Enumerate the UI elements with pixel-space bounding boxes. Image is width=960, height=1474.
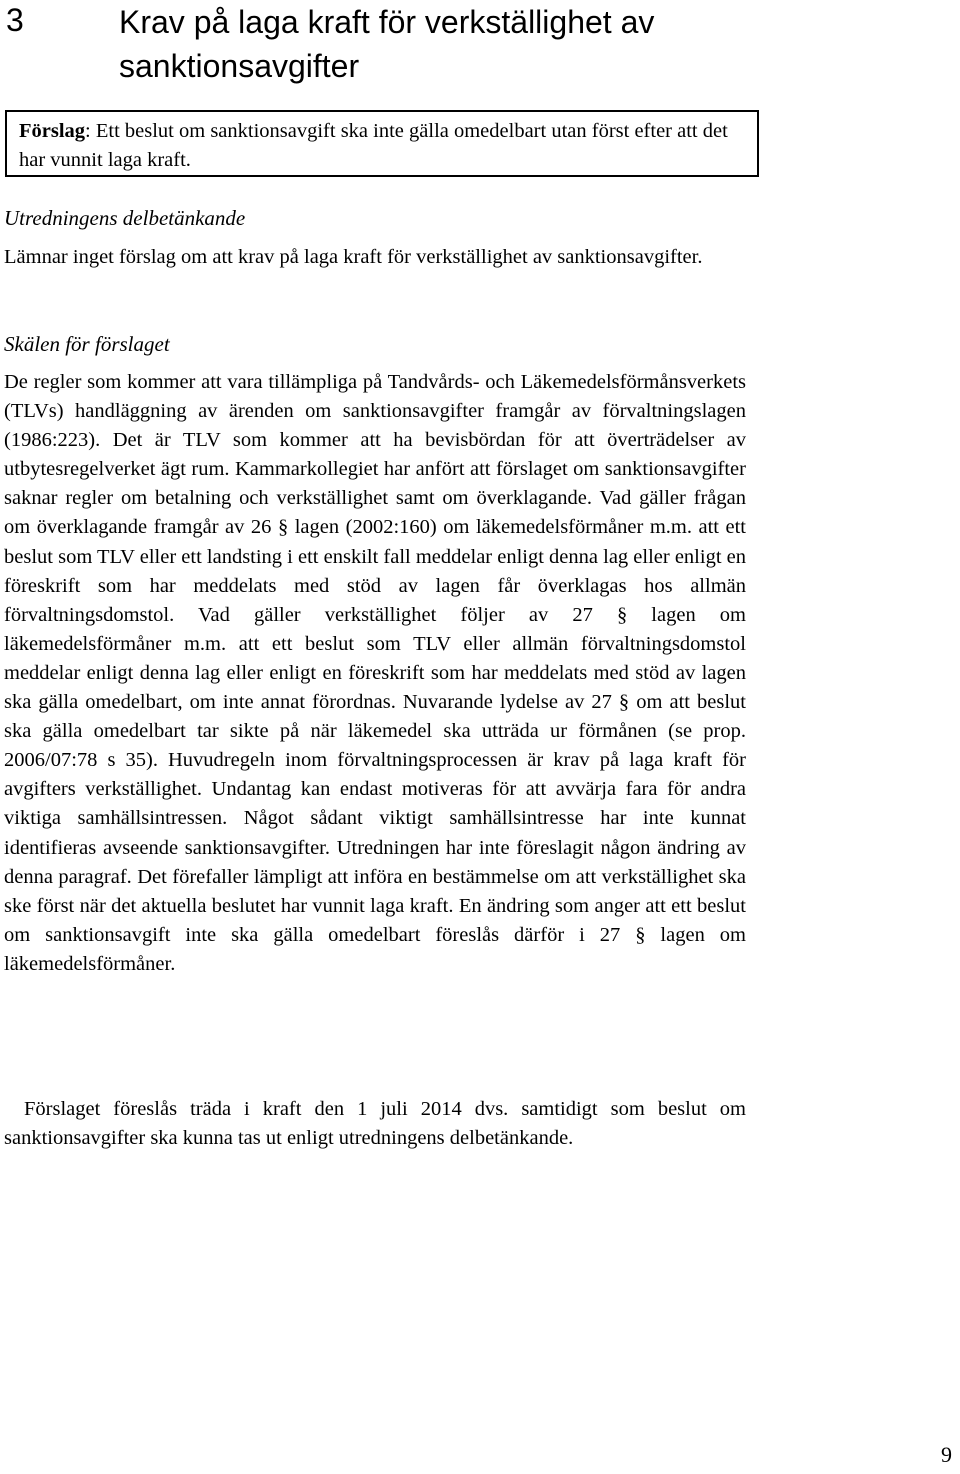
report-paragraph: Lämnar inget förslag om att krav på laga kraft för verkställighet av sanktionsavgifter. [4, 246, 703, 268]
reasons-paragraph-2: Förslaget föreslås träda i kraft den 1 juli 2014 dvs. samtidigt som beslut om sanktionsavgifter ska kunna tas ut enligt utredningens delbetänkande. [4, 1098, 746, 1150]
chapter-title: Krav på laga kraft för verkställighet av sanktionsavgifter [119, 4, 655, 84]
report-subheading: Utredningens delbetänkande [4, 206, 246, 230]
proposal-label: Förslag [19, 120, 86, 142]
reasons-subheading: Skälen för förslaget [4, 332, 170, 356]
proposal-text [19, 117, 744, 175]
chapter-number: 3 [6, 2, 24, 38]
page-number: 9 [941, 1442, 952, 1467]
proposal-body: : Ett beslut om sanktionsavgift ska inte gälla omedelbart utan först efter att det har vunnit laga kraft. [19, 120, 728, 171]
proposal-box [5, 110, 759, 177]
reasons-paragraph-1: De regler som kommer att vara tillämpliga på Tandvårds- och Läkemedelsförmånsverkets (TLVs) handläggning av ärenden om sanktionsavgifter framgår av förvaltningslagen (1986:223). Det är TLV som kommer att ha bevisbördan för att överträdelser av utbytesregelverket ägt rum. Kammarkollegiet har anfört att förslaget om sanktionsavgifter saknar regler om betalning och verkställighet samt om överklagande. Vad gäller frågan om överklagande framgår av 26 § lagen (2002:160) om läkemedelsförmåner m.m. att ett beslut som TLV eller ett landsting i ett enskilt fall meddelar enligt denna lag eller enligt en föreskrift som har meddelats med stöd av lagen får överklagas hos allmän förvaltningsdomstol. Vad gäller verkställighet följer av 27 § lagen om läkemedelsförmåner m.m. att ett beslut som TLV eller allmän förvaltningsdomstol meddelar enligt denna lag eller enligt en föreskrift som har meddelats med stöd av lagen ska gälla omedelbart, om inte annat förordnas. Nuvarande lydelse av 27 § om att beslut ska gälla omedelbart tar sikte på när läkemedel ska utträda ur förmånen (se prop. 2006/07:78 s 35). Huvudregeln inom förvaltningsprocessen är krav på laga kraft för avgifters verkställighet. Undantag kan endast motiveras för att avvärja fara för andra viktiga samhällsintressen. Något sådant viktigt samhällsintresse har inte kunnat identifieras avseende sanktionsavgifter. Utredningen har inte föreslagit någon ändring av denna paragraf. Det förefaller lämpligt att införa en bestämmelse om att verkställighet ska ske först när det aktuella beslutet har vunnit laga kraft. En ändring som anger att ett beslut om sanktionsavgift inte ska gälla omedelbart föreslås därför i 27 § lagen om läkemedelsförmåner. [4, 371, 746, 975]
